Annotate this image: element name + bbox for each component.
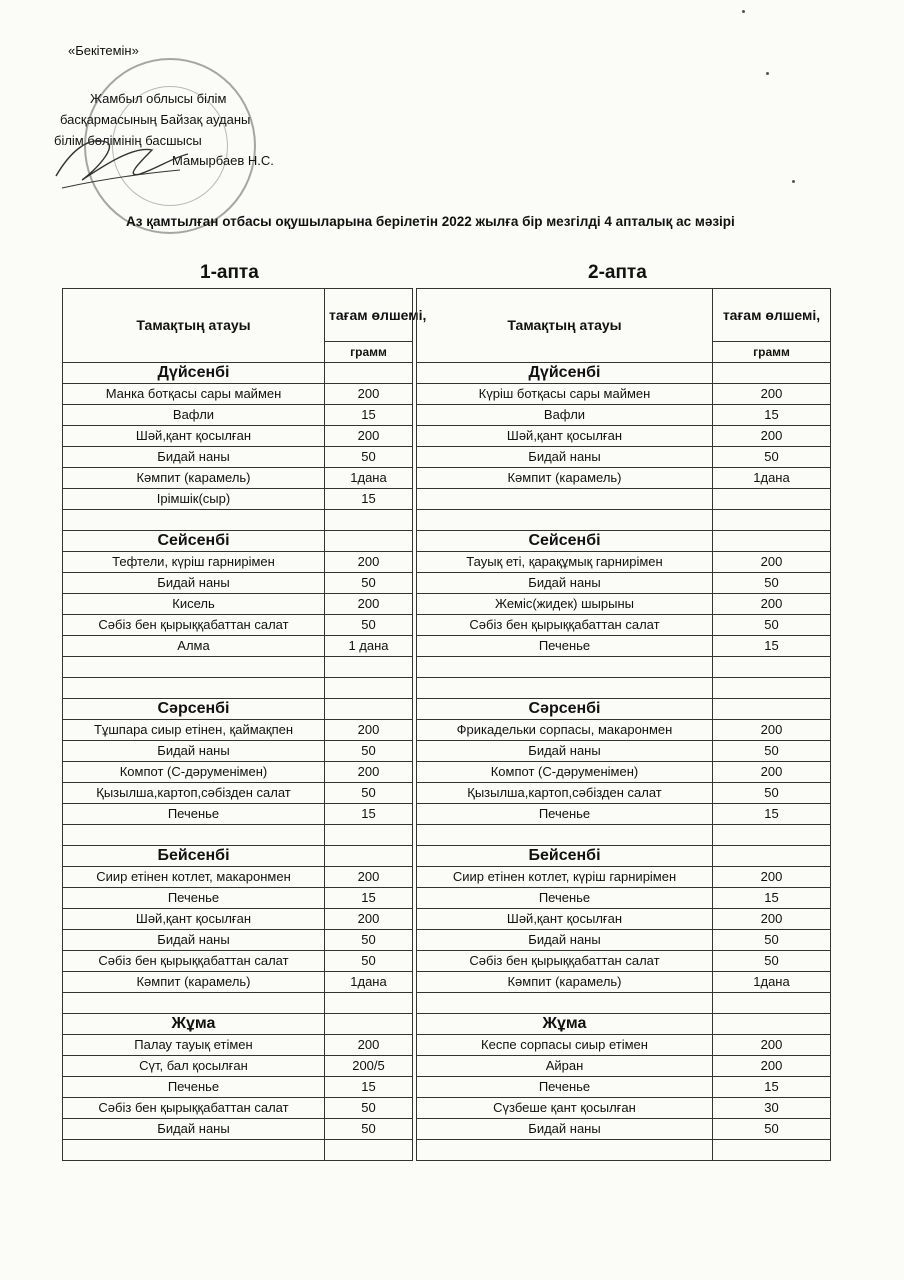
menu-item-row — [63, 552, 413, 573]
day-row — [63, 363, 413, 384]
week-2-heading: 2-апта — [588, 262, 647, 283]
empty-cell — [63, 825, 325, 846]
menu-item-row — [63, 1056, 413, 1077]
dish-quantity: 15 — [713, 804, 831, 825]
menu-item-row — [417, 1035, 831, 1056]
dish-name: Кисель — [63, 594, 325, 615]
approval-line-1: Жамбыл облысы білім — [90, 91, 227, 106]
empty-cell — [63, 657, 325, 678]
spacer-row — [63, 993, 413, 1014]
dish-quantity: 200 — [325, 762, 413, 783]
dish-quantity: 50 — [713, 783, 831, 804]
dish-name: Қызылша,картоп,сәбізден салат — [63, 783, 325, 804]
column-header-unit: грамм — [713, 342, 831, 363]
dish-name: Алма — [63, 636, 325, 657]
dish-quantity: 50 — [713, 615, 831, 636]
header-row — [63, 289, 413, 342]
menu-item-row — [417, 1098, 831, 1119]
empty-cell — [417, 489, 713, 510]
dish-name: Сиир етінен котлет, күріш гарнирімен — [417, 867, 713, 888]
dish-quantity: 50 — [325, 615, 413, 636]
empty-cell — [713, 825, 831, 846]
menu-item-row — [417, 405, 831, 426]
menu-item-row — [63, 762, 413, 783]
dish-quantity: 200 — [325, 867, 413, 888]
empty-cell — [713, 1140, 831, 1161]
column-header-quantity: тағам өлшемі, — [713, 289, 831, 342]
column-header-quantity: тағам өлшемі, — [325, 289, 413, 342]
day-name: Сәрсенбі — [417, 699, 713, 720]
dish-quantity: 200 — [713, 384, 831, 405]
menu-item-row — [63, 447, 413, 468]
dish-quantity: 1дана — [713, 468, 831, 489]
menu-item-row — [63, 951, 413, 972]
week-2-menu-table — [416, 288, 831, 1161]
spacer-row — [63, 678, 413, 699]
menu-item-row — [63, 1119, 413, 1140]
week-1-heading: 1-апта — [200, 262, 259, 283]
menu-item-row — [63, 720, 413, 741]
empty-cell — [713, 531, 831, 552]
dish-name: Бидай наны — [63, 447, 325, 468]
menu-item-row — [63, 1035, 413, 1056]
dish-name: Шәй,қант қосылған — [63, 909, 325, 930]
empty-cell — [713, 846, 831, 867]
empty-cell — [713, 363, 831, 384]
empty-cell — [325, 825, 413, 846]
dish-quantity: 50 — [713, 741, 831, 762]
dish-name: Бидай наны — [417, 1119, 713, 1140]
week-1-menu-table — [62, 288, 427, 1161]
empty-cell — [63, 510, 325, 531]
menu-item-row — [417, 804, 831, 825]
approval-label: «Бекітемін» — [68, 43, 139, 58]
scan-speck — [742, 10, 745, 13]
dish-name: Вафли — [63, 405, 325, 426]
spacer-row — [417, 993, 831, 1014]
spacer-row — [417, 657, 831, 678]
dish-name: Шәй,қант қосылған — [63, 426, 325, 447]
dish-name: Печенье — [417, 1077, 713, 1098]
dish-name: Жеміс(жидек) шырыны — [417, 594, 713, 615]
day-row — [63, 846, 413, 867]
empty-cell — [63, 993, 325, 1014]
spacer-row — [63, 510, 413, 531]
day-name: Жұма — [63, 1014, 325, 1035]
dish-quantity: 200 — [713, 720, 831, 741]
empty-cell — [417, 510, 713, 531]
menu-item-row — [63, 1098, 413, 1119]
document-title: Аз қамтылған отбасы оқушыларына берілетін 2022 жылға бір мезгілді 4 апталық ас мәзірі — [126, 214, 735, 229]
menu-item-row — [63, 909, 413, 930]
empty-cell — [325, 1014, 413, 1035]
day-name: Жұма — [417, 1014, 713, 1035]
menu-item-row — [417, 951, 831, 972]
spacer-row — [417, 1140, 831, 1161]
dish-quantity: 50 — [325, 930, 413, 951]
dish-quantity: 15 — [713, 636, 831, 657]
dish-quantity: 200 — [713, 426, 831, 447]
dish-quantity: 50 — [713, 930, 831, 951]
empty-cell — [325, 846, 413, 867]
day-name: Сейсенбі — [417, 531, 713, 552]
dish-quantity: 50 — [713, 447, 831, 468]
dish-quantity: 50 — [325, 783, 413, 804]
empty-cell — [713, 489, 831, 510]
menu-item-row — [63, 594, 413, 615]
dish-quantity: 50 — [325, 1119, 413, 1140]
empty-cell — [713, 993, 831, 1014]
dish-name: Бидай наны — [417, 447, 713, 468]
menu-item-row — [417, 783, 831, 804]
menu-item-row — [417, 552, 831, 573]
dish-name: Печенье — [417, 804, 713, 825]
dish-quantity: 15 — [325, 405, 413, 426]
dish-quantity: 200 — [713, 594, 831, 615]
empty-cell — [713, 699, 831, 720]
dish-quantity: 200 — [325, 594, 413, 615]
dish-name: Кәмпит (карамель) — [63, 468, 325, 489]
dish-quantity: 200 — [713, 909, 831, 930]
day-row — [417, 531, 831, 552]
menu-item-row — [63, 636, 413, 657]
dish-name: Печенье — [417, 636, 713, 657]
empty-cell — [417, 678, 713, 699]
dish-name: Печенье — [63, 1077, 325, 1098]
dish-name: Вафли — [417, 405, 713, 426]
empty-cell — [417, 1140, 713, 1161]
approval-signatory: Мамырбаев Н.С. — [172, 153, 274, 168]
empty-cell — [713, 678, 831, 699]
dish-quantity: 15 — [713, 1077, 831, 1098]
dish-quantity: 50 — [325, 573, 413, 594]
spacer-row — [417, 489, 831, 510]
dish-quantity: 200 — [713, 552, 831, 573]
menu-item-row — [63, 615, 413, 636]
dish-name: Сүт, бал қосылған — [63, 1056, 325, 1077]
approval-line-2: басқармасының Байзақ ауданы — [60, 112, 251, 127]
spacer-row — [417, 510, 831, 531]
menu-item-row — [63, 888, 413, 909]
dish-name: Сәбіз бен қырыққабаттан салат — [417, 951, 713, 972]
menu-item-row — [63, 489, 413, 510]
menu-item-row — [417, 762, 831, 783]
day-name: Дүйсенбі — [63, 363, 325, 384]
menu-item-row — [63, 930, 413, 951]
dish-quantity: 200 — [325, 1035, 413, 1056]
dish-quantity: 50 — [325, 951, 413, 972]
dish-quantity: 200 — [325, 552, 413, 573]
empty-cell — [713, 1014, 831, 1035]
dish-quantity: 50 — [325, 741, 413, 762]
dish-quantity: 50 — [713, 573, 831, 594]
empty-cell — [325, 1140, 413, 1161]
dish-name: Бидай наны — [63, 1119, 325, 1140]
empty-cell — [713, 657, 831, 678]
empty-cell — [713, 510, 831, 531]
dish-name: Бидай наны — [63, 741, 325, 762]
dish-name: Қызылша,картоп,сәбізден салат — [417, 783, 713, 804]
empty-cell — [325, 531, 413, 552]
dish-quantity: 1дана — [325, 468, 413, 489]
dish-quantity: 200 — [325, 426, 413, 447]
dish-name: Печенье — [63, 888, 325, 909]
dish-quantity: 15 — [713, 888, 831, 909]
empty-cell — [325, 657, 413, 678]
dish-name: Сәбіз бен қырыққабаттан салат — [63, 951, 325, 972]
dish-quantity: 50 — [713, 951, 831, 972]
spacer-row — [63, 657, 413, 678]
column-header-name: Тамақтың атауы — [63, 289, 325, 363]
dish-quantity: 200 — [713, 1056, 831, 1077]
dish-name: Печенье — [417, 888, 713, 909]
menu-item-row — [417, 909, 831, 930]
dish-name: Бидай наны — [417, 741, 713, 762]
day-name: Бейсенбі — [63, 846, 325, 867]
day-row — [63, 699, 413, 720]
empty-cell — [417, 993, 713, 1014]
empty-cell — [417, 825, 713, 846]
empty-cell — [325, 678, 413, 699]
day-name: Сейсенбі — [63, 531, 325, 552]
dish-name: Бидай наны — [417, 573, 713, 594]
menu-item-row — [417, 930, 831, 951]
dish-name: Бидай наны — [63, 930, 325, 951]
spacer-row — [417, 678, 831, 699]
empty-cell — [325, 993, 413, 1014]
dish-name: Шәй,қант қосылған — [417, 426, 713, 447]
day-row — [417, 1014, 831, 1035]
menu-item-row — [63, 573, 413, 594]
spacer-row — [63, 1140, 413, 1161]
dish-name: Манка ботқасы сары маймен — [63, 384, 325, 405]
dish-name: Ірімшік(сыр) — [63, 489, 325, 510]
day-name: Дүйсенбі — [417, 363, 713, 384]
dish-name: Айран — [417, 1056, 713, 1077]
dish-quantity: 1 дана — [325, 636, 413, 657]
dish-quantity: 200 — [713, 1035, 831, 1056]
menu-item-row — [417, 426, 831, 447]
empty-cell — [325, 510, 413, 531]
dish-name: Бидай наны — [63, 573, 325, 594]
empty-cell — [63, 1140, 325, 1161]
dish-name: Сүзбеше қант қосылған — [417, 1098, 713, 1119]
menu-item-row — [417, 468, 831, 489]
menu-item-row — [417, 636, 831, 657]
menu-item-row — [417, 867, 831, 888]
dish-name: Тұшпара сиыр етінен, қаймақпен — [63, 720, 325, 741]
header-row — [417, 289, 831, 342]
day-name: Сәрсенбі — [63, 699, 325, 720]
dish-quantity: 15 — [325, 804, 413, 825]
dish-name: Кәмпит (карамель) — [417, 468, 713, 489]
dish-name: Компот (С-дәруменімен) — [417, 762, 713, 783]
dish-quantity: 15 — [325, 1077, 413, 1098]
menu-item-row — [417, 384, 831, 405]
menu-item-row — [63, 804, 413, 825]
menu-item-row — [417, 573, 831, 594]
menu-item-row — [417, 888, 831, 909]
scan-speck — [792, 180, 795, 183]
dish-quantity: 200 — [325, 384, 413, 405]
menu-item-row — [63, 1077, 413, 1098]
dish-name: Печенье — [63, 804, 325, 825]
column-header-unit: грамм — [325, 342, 413, 363]
day-row — [417, 699, 831, 720]
dish-name: Фрикадельки сорпасы, макаронмен — [417, 720, 713, 741]
empty-cell — [63, 678, 325, 699]
menu-item-row — [417, 1056, 831, 1077]
menu-item-row — [63, 741, 413, 762]
day-row — [417, 363, 831, 384]
dish-quantity: 30 — [713, 1098, 831, 1119]
column-header-name: Тамақтың атауы — [417, 289, 713, 363]
menu-item-row — [63, 867, 413, 888]
menu-item-row — [417, 594, 831, 615]
day-name: Бейсенбі — [417, 846, 713, 867]
approval-line-3: білім бөлімінің басшысы — [54, 133, 202, 148]
spacer-row — [417, 825, 831, 846]
menu-item-row — [63, 426, 413, 447]
dish-quantity: 50 — [325, 1098, 413, 1119]
dish-quantity: 200/5 — [325, 1056, 413, 1077]
empty-cell — [417, 657, 713, 678]
dish-quantity: 50 — [325, 447, 413, 468]
dish-name: Компот (С-дәруменімен) — [63, 762, 325, 783]
dish-quantity: 15 — [713, 405, 831, 426]
menu-item-row — [417, 741, 831, 762]
dish-quantity: 200 — [713, 762, 831, 783]
day-row — [63, 531, 413, 552]
day-row — [63, 1014, 413, 1035]
dish-quantity: 200 — [325, 909, 413, 930]
dish-name: Кәмпит (карамель) — [417, 972, 713, 993]
dish-quantity: 1дана — [325, 972, 413, 993]
dish-name: Тефтели, күріш гарнирімен — [63, 552, 325, 573]
scan-speck — [766, 72, 769, 75]
menu-item-row — [63, 384, 413, 405]
dish-name: Кеспе сорпасы сиыр етімен — [417, 1035, 713, 1056]
menu-item-row — [417, 972, 831, 993]
dish-name: Кәмпит (карамель) — [63, 972, 325, 993]
menu-item-row — [63, 972, 413, 993]
menu-item-row — [417, 1077, 831, 1098]
dish-name: Сиир етінен котлет, макаронмен — [63, 867, 325, 888]
dish-quantity: 50 — [713, 1119, 831, 1140]
dish-quantity: 1дана — [713, 972, 831, 993]
menu-item-row — [417, 1119, 831, 1140]
menu-item-row — [63, 405, 413, 426]
menu-item-row — [63, 783, 413, 804]
menu-item-row — [417, 615, 831, 636]
dish-name: Сәбіз бен қырыққабаттан салат — [417, 615, 713, 636]
dish-quantity: 15 — [325, 888, 413, 909]
empty-cell — [325, 699, 413, 720]
spacer-row — [63, 825, 413, 846]
dish-name: Күріш ботқасы сары маймен — [417, 384, 713, 405]
day-row — [417, 846, 831, 867]
dish-name: Сәбіз бен қырыққабаттан салат — [63, 1098, 325, 1119]
signature-scribble — [48, 128, 198, 198]
menu-item-row — [417, 447, 831, 468]
dish-quantity: 15 — [325, 489, 413, 510]
dish-name: Шәй,қант қосылған — [417, 909, 713, 930]
dish-quantity: 200 — [325, 720, 413, 741]
dish-name: Бидай наны — [417, 930, 713, 951]
menu-item-row — [63, 468, 413, 489]
dish-name: Тауық еті, қарақұмық гарнирімен — [417, 552, 713, 573]
dish-name: Сәбіз бен қырыққабаттан салат — [63, 615, 325, 636]
dish-quantity: 200 — [713, 867, 831, 888]
empty-cell — [325, 363, 413, 384]
menu-item-row — [417, 720, 831, 741]
dish-name: Палау тауық етімен — [63, 1035, 325, 1056]
